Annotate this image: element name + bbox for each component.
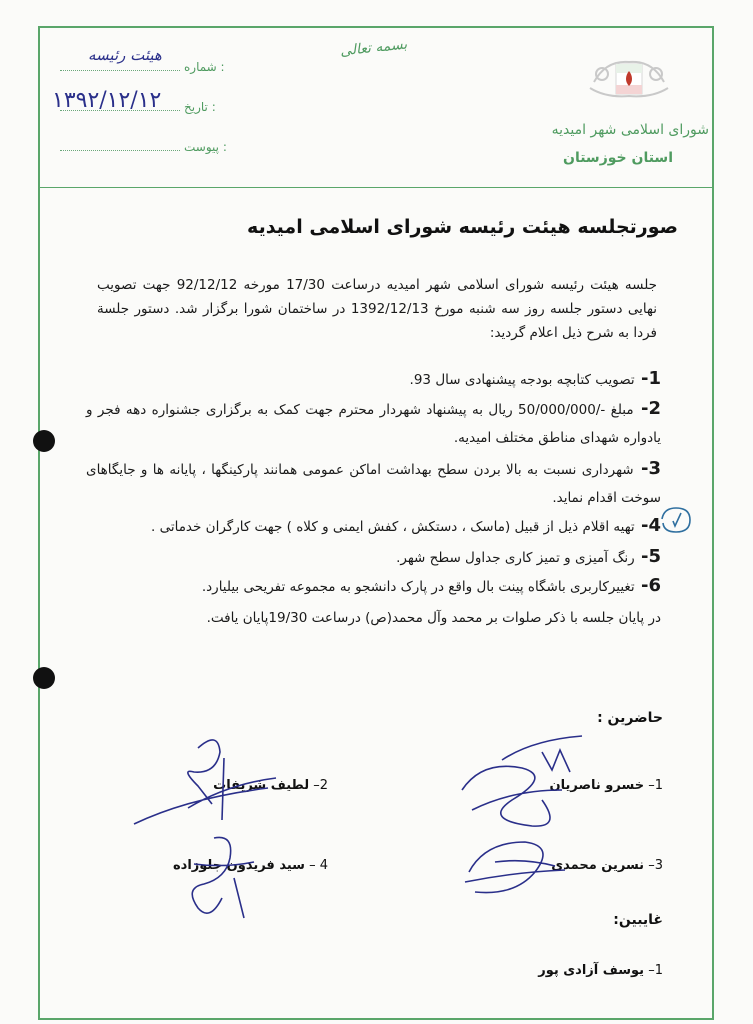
agenda-item-number: 4- (640, 515, 661, 536)
agenda-item-number: 5- (640, 546, 661, 567)
attendee-number: 3– (648, 858, 663, 873)
document-title: صورتجلسه هیئت رئیسه شورای اسلامی امیدیه (247, 216, 678, 238)
agenda-item-text: مبلغ -/50/000/000 ریال به پیشنهاد شهردار محترم جهت کمک به برگزاری جشنواره دهه فجر و یادواره شهدای مناطق مختلف امیدیه. (86, 402, 661, 446)
punch-hole-bottom (33, 667, 55, 689)
attendees-heading: حاضرین : (597, 710, 663, 726)
agenda-item-4 (86, 512, 661, 541)
org-name: شورای اسلامی شهر امیدیه (551, 122, 709, 138)
agenda-item-3 (86, 455, 661, 512)
header-divider (40, 187, 712, 188)
attendee-number: 2– (313, 778, 328, 793)
agenda-item-text: تهیه اقلام ذیل از قبیل (ماسک ، دستکش ، کفش ایمنی و کلاه ) جهت کارگران خدماتی . (151, 519, 635, 535)
bismillah-text: بسمه تعالی (339, 36, 408, 60)
absent-heading: غایبین: (613, 912, 663, 928)
attachment-row (60, 132, 227, 154)
agenda-item-number: 3- (640, 458, 661, 479)
number-label: : شماره (184, 60, 225, 74)
agenda-item-1 (86, 365, 661, 394)
attendee-name: نسرین محمدی (551, 858, 645, 873)
absent-number: 1– (648, 963, 663, 978)
agenda-item-6 (86, 572, 661, 601)
attachment-line (60, 132, 180, 151)
absent-name: یوسف آزادی پور (538, 963, 645, 978)
iran-emblem-icon (586, 52, 672, 104)
signature-mohammadi (455, 822, 575, 902)
punch-hole-top (33, 430, 55, 452)
closing-line: در پایان جلسه با ذکر صلوات بر محمد وآل محمد(ص) درساعت 19/30پایان یافت. (206, 610, 661, 626)
check-mark-icon (658, 505, 694, 535)
agenda-item-5 (86, 543, 661, 572)
intro-paragraph: جلسه هیئت رئیسه شورای اسلامی شهر امیدیه درساعت 17/30 مورخه 92/12/12 جهت تصویب نهایی دستور جلسه روز سه شنبه مورخ 1392/12/13 در ساختمان شورا برگزار شد. دستور جلسة فردا به شرح ذیل اعلام گردید: (97, 277, 658, 341)
agenda-item-text: رنگ آمیزی و تمیز کاری جداول سطح شهر. (396, 550, 635, 566)
date-label: : تاریخ (184, 100, 216, 114)
attendee-number: 1– (648, 778, 663, 793)
agenda-item-number: 2- (641, 398, 662, 419)
signature-jolouzadeh (174, 828, 274, 924)
org-region: استان خوزستان (563, 150, 673, 166)
agenda-item-2 (86, 395, 661, 452)
attendee-name: خسرو ناصریان (549, 778, 645, 793)
attendee-name: سید فریدون جلوزاده (173, 858, 305, 873)
absent-1 (538, 963, 663, 978)
agenda-item-text: تصویب کتابچه بودجه پیشنهادی سال 93. (409, 372, 635, 388)
agenda-item-number: 6- (640, 575, 661, 596)
agenda-item-number: 1- (640, 368, 661, 389)
agenda-item-text: شهرداری نسبت به بالا بردن سطح بهداشت اماکن عمومی همانند پارکینگها ، پایانه ها و جایگاهای سوخت اقدام نماید. (86, 462, 661, 506)
attendee-number: 4 – (309, 858, 328, 873)
date-handwritten: ۱۳۹۲/۱۲/۱۲ (52, 88, 162, 113)
signature-sharifat (128, 728, 278, 828)
agenda-item-text: تغییرکاربری باشگاه پینت بال واقع در پارک دانشجو به مجموعه تفریحی بیلیارد. (201, 579, 635, 595)
attachment-label: : پیوست (184, 140, 227, 154)
number-handwritten: هیئت رئیسه (88, 46, 162, 64)
attendee-name: لطیف شریفات (213, 778, 310, 793)
